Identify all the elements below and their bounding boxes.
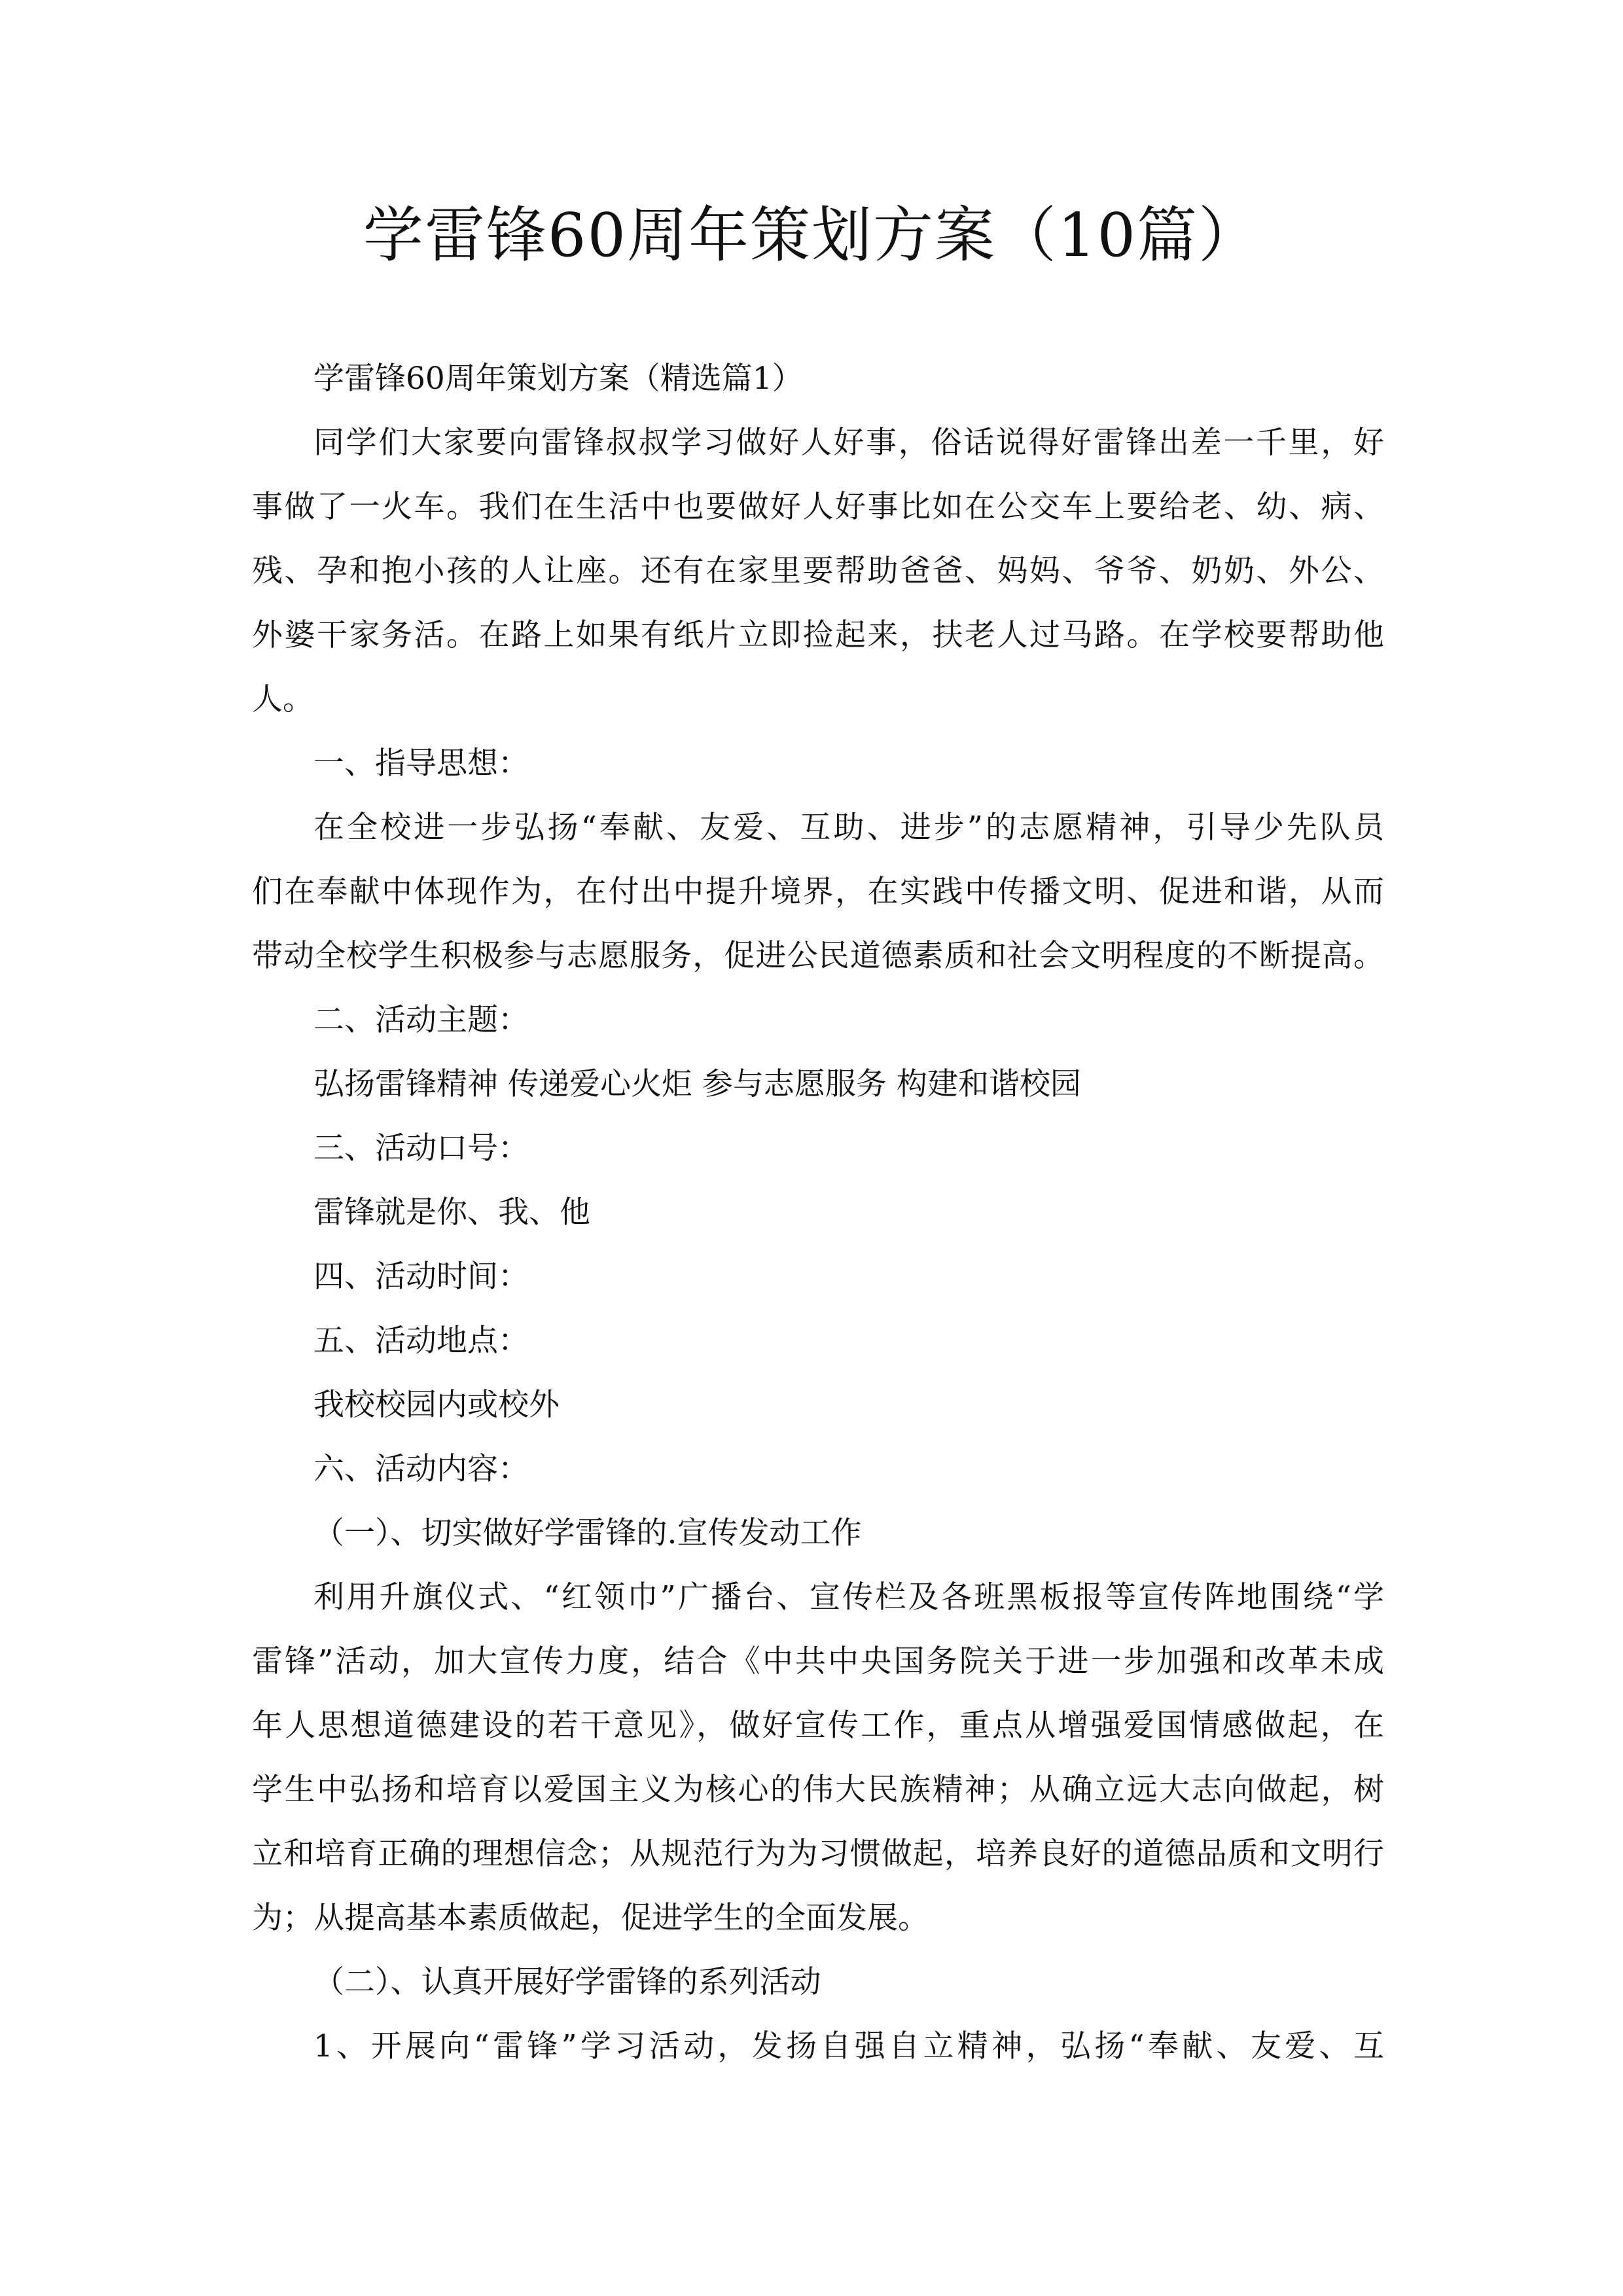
text-line: 事做了一火车。我们在生活中也要做好人好事比如在公交车上要给老、幼、病、 (252, 489, 1384, 525)
text-line: 残、孕和抱小孩的人让座。还有在家里要帮助爸爸、妈妈、爷爷、奶奶、外公、 (252, 553, 1384, 589)
text-line: 雷锋”活动，加大宣传力度，结合《中共中央国务院关于进一步加强和改革未成 (252, 1643, 1384, 1679)
text-line: 弘扬雷锋精神 传递爱心火炬 参与志愿服务 构建和谐校园 (313, 1066, 1081, 1102)
text-line: 带动全校学生积极参与志愿服务，促进公民道德素质和社会文明程度的不断提高。 (252, 938, 1384, 974)
text-line: 1、开展向“雷锋”学习活动，发扬自强自立精神，弘扬“奉献、友爱、互 (313, 2028, 1384, 2064)
text-line: 五、活动地点： (313, 1323, 529, 1359)
text-line: 为；从提高基本素质做起，促进学生的全面发展。 (252, 1900, 929, 1936)
text-line: 利用升旗仪式、“红领巾”广播台、宣传栏及各班黑板报等宣传阵地围绕“学 (313, 1579, 1384, 1615)
text-line: （二）、认真开展好学雷锋的系列活动 (313, 1964, 821, 2000)
document-title: 学雷锋60周年策划方案（10篇） (363, 200, 1260, 270)
text-line: 年人思想道德建设的若干意见》，做好宣传工作，重点从增强爱国情感做起，在 (252, 1708, 1384, 1744)
text-line: 雷锋就是你、我、他 (313, 1194, 590, 1230)
text-line: 学雷锋60周年策划方案（精选篇1） (313, 361, 803, 397)
text-line: 在全校进一步弘扬“奉献、友爱、互助、进步”的志愿精神，引导少先队员 (313, 810, 1384, 846)
text-line: （一）、切实做好学雷锋的.宣传发动工作 (313, 1515, 862, 1551)
text-line: 四、活动时间： (313, 1259, 529, 1295)
document-body (252, 347, 1384, 2079)
text-line: 一、指导思想： (313, 745, 529, 781)
text-line: 同学们大家要向雷锋叔叔学习做好人好事，俗话说得好雷锋出差一千里，好 (313, 425, 1384, 461)
text-line: 六、活动内容： (313, 1451, 529, 1487)
text-line: 三、活动口号： (313, 1130, 529, 1166)
text-line: 二、活动主题： (313, 1002, 529, 1038)
text-line: 人。 (252, 681, 313, 717)
text-line: 学生中弘扬和培育以爱国主义为核心的伟大民族精神；从确立远大志向做起，树 (252, 1772, 1384, 1808)
text-line: 们在奉献中体现作为，在付出中提升境界，在实践中传播文明、促进和谐，从而 (252, 874, 1384, 910)
text-line: 立和培育正确的理想信念；从规范行为为习惯做起，培养良好的道德品质和文明行 (252, 1836, 1384, 1872)
text-line: 外婆干家务活。在路上如果有纸片立即捡起来，扶老人过马路。在学校要帮助他 (252, 617, 1384, 653)
text-line: 我校校园内或校外 (313, 1387, 560, 1423)
